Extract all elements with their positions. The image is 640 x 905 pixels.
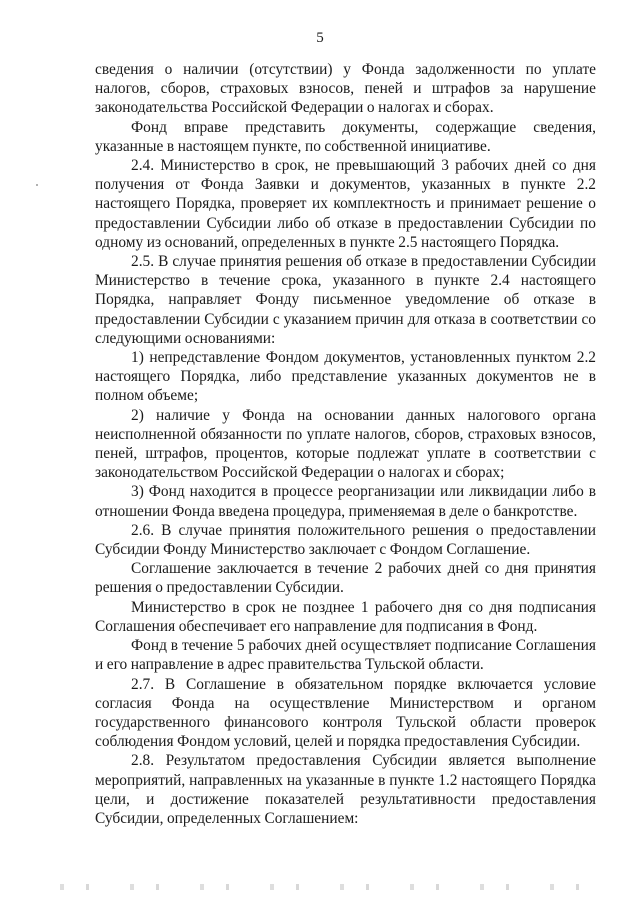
scan-artifacts — [40, 884, 620, 890]
paragraph: Соглашение заключается в течение 2 рабочих дней со дня принятия решения о предоставлении Субсидии. — [95, 560, 596, 597]
paragraph: Министерство в срок не позднее 1 рабочего дня со дня подписания Соглашения обеспечивает его направление для подписания в Фонд. — [95, 598, 596, 635]
page-number: 5 — [316, 30, 324, 46]
list-item: 1) непредставление Фондом документов, установленных пунктом 2.2 настоящего Порядка, либо представление указанных документов не в полном объеме; — [95, 349, 596, 405]
paragraph: 2.5. В случае принятия решения об отказе в предоставлении Субсидии Министерство в течение срока, указанного в пункте 2.4 настоящего Порядка, направляет Фонду письменное уведомление об отказе в предоставлении Субсидии с указанием причин для отказа в соответствии со следующими основаниями: — [95, 253, 596, 347]
list-item: 2) наличие у Фонда на основании данных налогового органа неисполненной обязанности по уплате налогов, сборов, страховых взносов, пеней, штрафов, процентов, которые подлежат уплате в соответствии с законодательством Российской Федерации о налогах и сборах; — [95, 406, 596, 482]
paragraph: сведения о наличии (отсутствии) у Фонда задолженности по уплате налогов, сборов, страховых взносов, пеней и штрафов за нарушение законодательства Российской Федерации о налогах и сборах. — [95, 61, 596, 117]
paragraph: Фонд вправе представить документы, содержащие сведения, указанные в настоящем пункте, по собственной инициативе. — [95, 118, 596, 155]
paragraph: Фонд в течение 5 рабочих дней осуществляет подписание Соглашения и его направление в адрес правительства Тульской области. — [95, 637, 596, 674]
scan-speck — [36, 184, 38, 186]
paragraph: 2.8. Результатом предоставления Субсидии является выполнение мероприятий, направленных на указанные в пункте 1.2 настоящего Порядка цели, и достижение показателей результативности предоставления Субсидии, определенных Соглашением: — [95, 752, 596, 827]
paragraph: 2.7. В Соглашение в обязательном порядке включается условие согласия Фонда на осуществление Министерством и органом государственного финансового контроля Тульской области проверок соблюдения Фондом условий, целей и порядка предоставления Субсидии. — [95, 675, 596, 751]
paragraph: 2.4. Министерство в срок, не превышающий 3 рабочих дней со дня получения от Фонда Заявки и документов, указанных в пункте 2.2 настоящего Порядка, проверяет их комплектность и принимает решение о предоставлении Субсидии либо об отказе в предоставлении Субсидии по одному из оснований, определенных в пункте 2.5 настоящего Порядка. — [95, 157, 596, 251]
paragraph: 2.6. В случае принятия положительного решения о предоставлении Субсидии Фонду Министерство заключает с Фондом Соглашение. — [95, 521, 596, 559]
document-body — [95, 60, 596, 828]
list-item: 3) Фонд находится в процессе реорганизации или ликвидации либо в отношении Фонда введена процедура, применяемая в деле о банкротстве. — [95, 483, 596, 520]
